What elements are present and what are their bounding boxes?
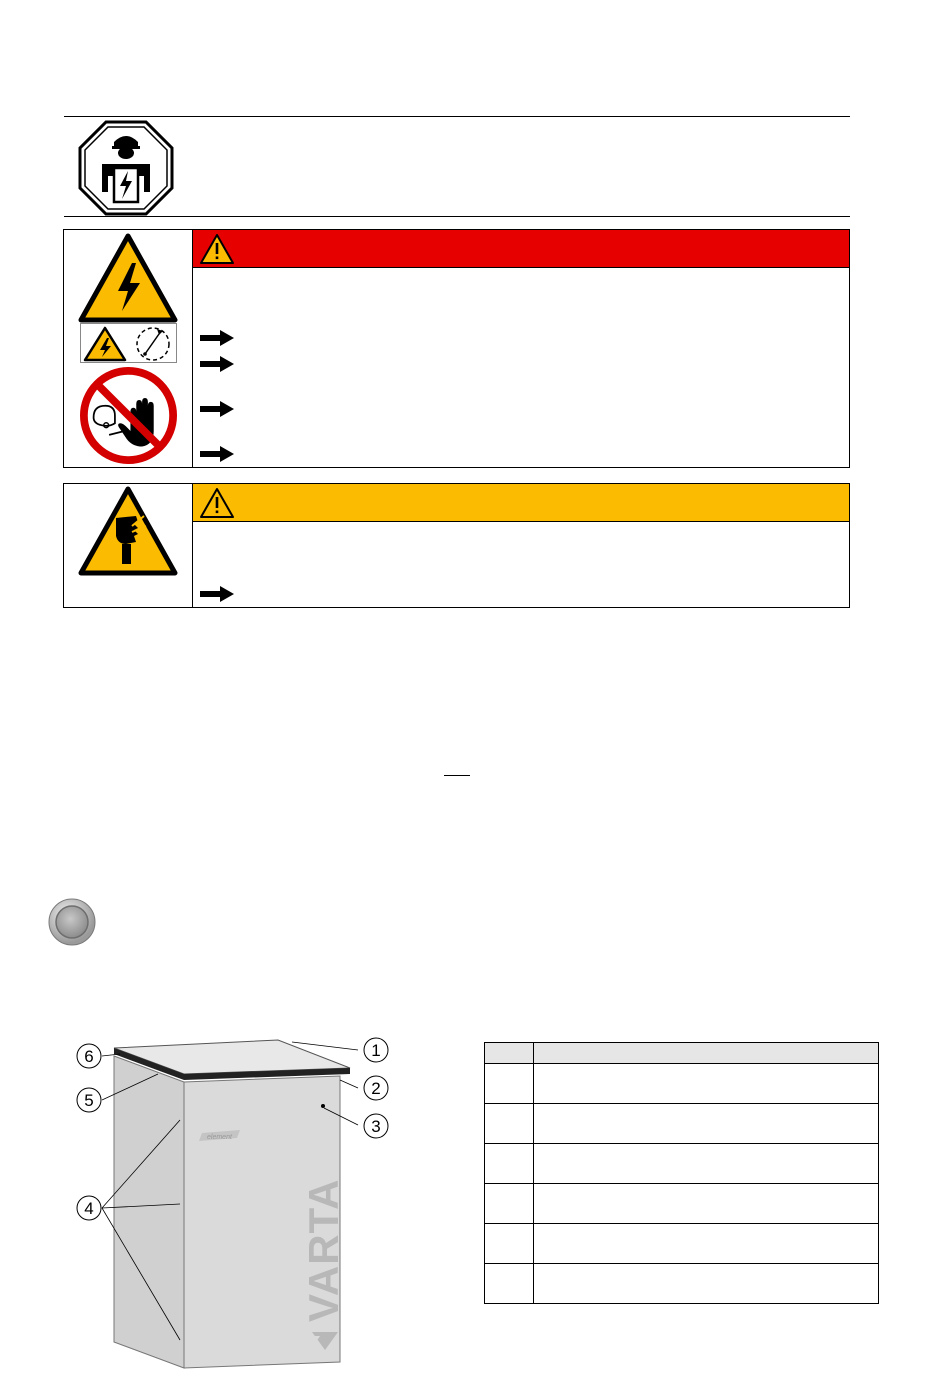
table-header-row [485,1043,879,1064]
callout-2 [364,1076,388,1100]
instruction-arrow-icon [200,586,234,602]
svg-text:6: 6 [84,1047,94,1066]
do-not-touch-prohibition-icon [80,367,177,464]
danger-signal-band [193,230,849,268]
table-row [485,1264,879,1304]
device-model-label: element [207,1134,232,1141]
callout-6 [77,1044,101,1068]
callout-4 [77,1196,101,1220]
instruction-arrow-icon [200,330,234,346]
voltage-wait-time-icon [80,323,177,363]
caution-pictogram-column [64,484,193,607]
text-overline-mark [444,775,470,776]
header-rule-bottom [64,216,850,217]
svg-text:5: 5 [84,1091,94,1110]
table-row [485,1104,879,1144]
caution-signal-band [193,484,849,522]
table-row [485,1224,879,1264]
table-row [485,1184,879,1224]
danger-warning-box [63,229,850,468]
table-row [485,1144,879,1184]
warning-triangle-icon [199,233,235,265]
header-rule-top [64,116,850,117]
callout-5 [77,1088,101,1112]
round-note-button-icon [48,898,96,946]
svg-text:2: 2 [371,1079,381,1098]
battery-storage-device-figure [60,1030,400,1375]
danger-pictogram-column [64,230,193,467]
svg-text:3: 3 [371,1117,381,1136]
instruction-arrow-icon [200,356,234,372]
qualified-electrician-icon [78,120,174,216]
table-row [485,1064,879,1104]
hand-injury-warning-icon [78,486,178,576]
svg-text:1: 1 [371,1041,381,1060]
instruction-arrow-icon [200,401,234,417]
callout-1 [364,1038,388,1062]
svg-text:4: 4 [84,1199,94,1218]
warning-triangle-icon [199,487,235,519]
components-table [484,1042,879,1304]
electric-voltage-warning-icon [78,233,178,323]
status-led [321,1104,325,1108]
caution-warning-box [63,483,850,608]
callout-3 [364,1114,388,1138]
device-brand-label: VARTA [300,1178,347,1322]
instruction-arrow-icon [200,446,234,462]
